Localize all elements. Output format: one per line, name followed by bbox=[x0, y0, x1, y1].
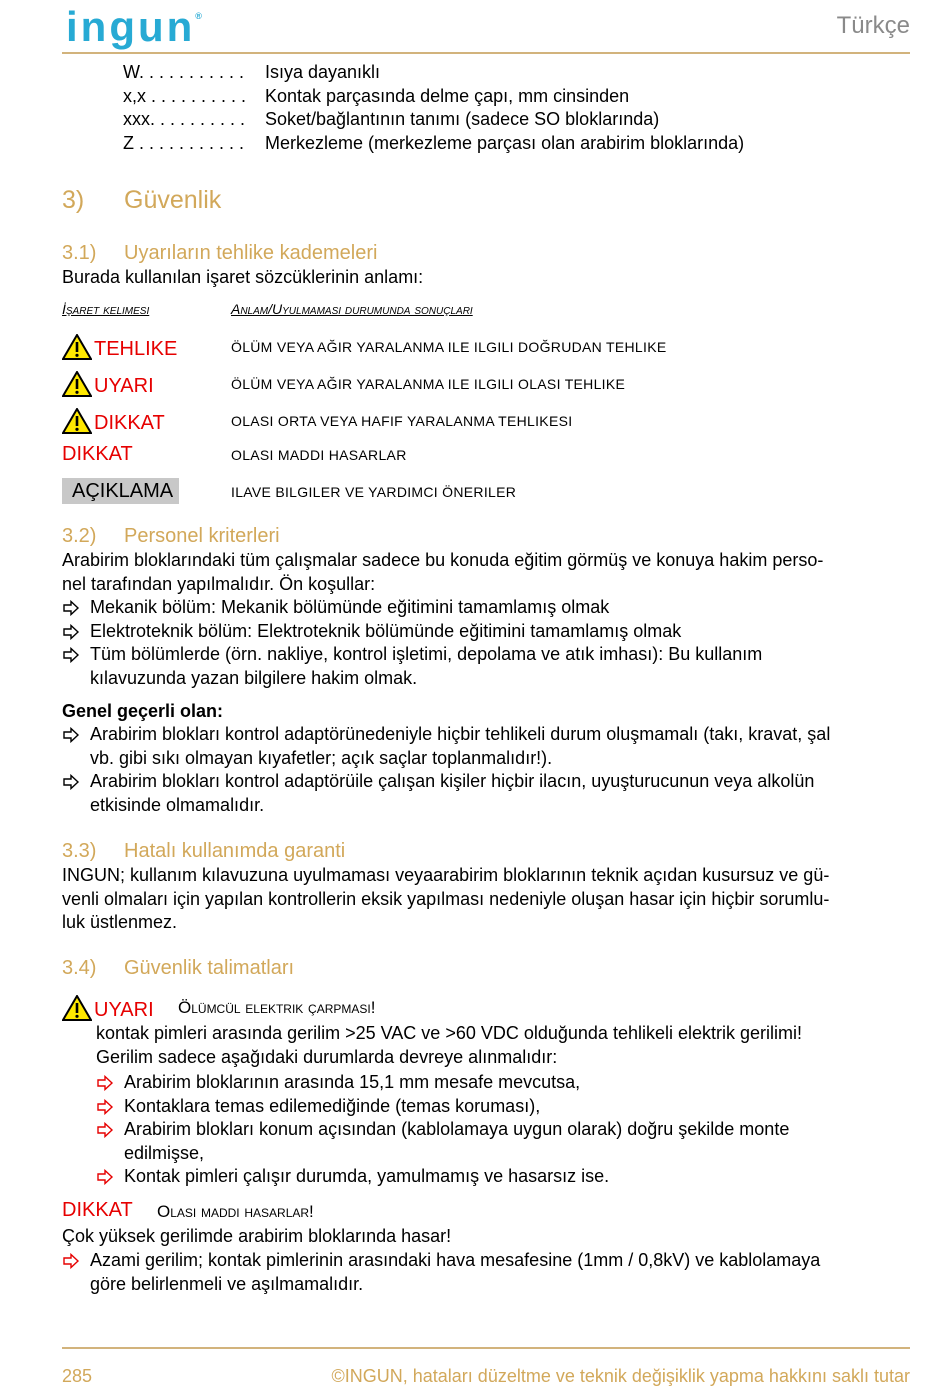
caution-text: Çok yüksek gerilimde arabirim bloklarında hasar! bbox=[62, 1226, 452, 1246]
signal-word-notice: DIKKAT bbox=[62, 443, 133, 465]
warning-triangle-icon bbox=[62, 371, 92, 397]
arrow-right-icon bbox=[96, 1075, 114, 1091]
language-label: Türkçe bbox=[836, 12, 910, 39]
list-item: Arabirim bloklarının arasında 15,1 mm mesafe mevcutsa, bbox=[96, 1071, 896, 1095]
warning-triangle-icon bbox=[62, 995, 92, 1021]
paragraph: Arabirim bloklarındaki tüm çalışmalar sadece bu konuda eğitim görmüş ve konuya hakim perso- nel tarafından yapılmalıdır. Ön koşullar: bbox=[62, 550, 824, 594]
code-legend bbox=[123, 61, 744, 155]
subsection-heading: 3.2) Personel kriterleri bbox=[62, 525, 280, 547]
code-row: x,x . . . . . . . . . . Kontak parçasında delme çapı, mm cinsinden bbox=[123, 85, 630, 106]
meaning-text: OLASI MADDI HASARLAR bbox=[231, 447, 407, 463]
code-row: Z . . . . . . . . . . . Merkezleme (merkezleme parçası olan arabirim bloklarında) bbox=[123, 132, 745, 153]
footer-rule bbox=[62, 1347, 910, 1349]
column-header-signal-word: İşaret kelimesi bbox=[62, 301, 150, 317]
arrow-right-icon bbox=[96, 1099, 114, 1115]
paragraph: INGUN; kullanım kılavuzuna uyulmaması veyaarabirim bloklarının teknik açıdan kusursuz ve gü- venli olmaları için yapılan kontrollerin eksik yapılması nedeniyle oluşan hasar için hiçbir sorumlu- luk üstlenmez. bbox=[62, 865, 830, 932]
list-item: Tüm bölümlerde (örn. nakliye, kontrol işletimi, depolama ve atık imhası): Bu kullanım kılavuzunda yazan bilgilere hakim olmak. bbox=[62, 643, 902, 690]
signal-word-note: AÇIKLAMA bbox=[62, 478, 179, 504]
subsection-heading: 3.4) Güvenlik talimatları bbox=[62, 957, 295, 979]
arrow-right-icon bbox=[62, 727, 80, 743]
arrow-right-icon bbox=[62, 647, 80, 663]
warning-block-header: UYARI bbox=[62, 995, 154, 1022]
arrow-right-icon bbox=[62, 1253, 80, 1269]
warning-triangle-icon bbox=[62, 408, 92, 434]
section-heading: 3) Güvenlik bbox=[62, 186, 222, 214]
meaning-text: OLASI ORTA VEYA HAFIF YARALANMA TEHLIKESI bbox=[231, 413, 573, 429]
arrow-right-icon bbox=[62, 774, 80, 790]
caution-title: Olası maddi hasarlar! bbox=[157, 1202, 314, 1221]
subsection-heading: 3.1) Uyarıların tehlike kademeleri bbox=[62, 242, 378, 264]
header-rule bbox=[62, 52, 910, 54]
signal-word-warning: UYARI bbox=[62, 371, 154, 398]
signal-word-caution: DIKKAT bbox=[62, 408, 165, 435]
list-item: Elektroteknik bölüm: Elektroteknik bölümünde eğitimini tamamlamış olmak bbox=[62, 620, 902, 644]
caution-word: DIKKAT bbox=[62, 1199, 133, 1221]
column-header-meaning: Anlam/Uyulmaması durumunda sonuçları bbox=[231, 301, 473, 317]
warning-text: kontak pimleri arasında gerilim >25 VAC ve >60 VDC olduğunda tehlikeli elektrik gerilimi! Gerilim sadece aşağıdaki durumlarda devreye alınmalıdır: bbox=[96, 1023, 802, 1067]
warning-triangle-icon bbox=[62, 334, 92, 360]
list-item: Arabirim blokları kontrol adaptörüile çalışan kişiler hiçbir ilacın, uyuşturucunun veya alkolün etkisinde olmamalıdır. bbox=[62, 770, 902, 817]
list-item: Kontaklara temas edilemediğinde (temas koruması), bbox=[96, 1095, 896, 1119]
meaning-text: ÖLÜM VEYA AĞIR YARALANMA ILE ILGILI DOĞRUDAN TEHLIKE bbox=[231, 339, 667, 355]
list-item: Arabirim blokları konum açısından (kablolamaya uygun olarak) doğru şekilde monte edilmişse, bbox=[96, 1118, 896, 1165]
code-row: W. . . . . . . . . . . Isıya dayanıklı bbox=[123, 62, 381, 82]
general-heading: Genel geçerli olan: bbox=[62, 701, 224, 721]
list-item: Mekanik bölüm: Mekanik bölümünde eğitimini tamamlamış olmak bbox=[62, 596, 902, 620]
meaning-text: ILAVE BILGILER VE YARDIMCI ÖNERILER bbox=[231, 484, 517, 500]
copyright-notice: ©INGUN, hataları düzeltme ve teknik değişiklik yapma hakkını saklı tutar bbox=[331, 1366, 910, 1386]
arrow-right-icon bbox=[62, 624, 80, 640]
list-item: Azami gerilim; kontak pimlerinin arasındaki hava mesafesine (1mm / 0,8kV) ve kablolamaya göre belirlenmeli ve aşılmamalıdır. bbox=[62, 1249, 902, 1296]
ingun-logo: ingun® bbox=[66, 3, 202, 50]
page-number: 285 bbox=[62, 1366, 93, 1386]
warning-title: Ölümcül elektrik çarpması! bbox=[178, 998, 376, 1017]
list-item: Kontak pimleri çalışır durumda, yamulmamış ve hasarsız ise. bbox=[96, 1165, 896, 1189]
meaning-text: ÖLÜM VEYA AĞIR YARALANMA ILE ILGILI OLASI TEHLIKE bbox=[231, 376, 626, 392]
arrow-right-icon bbox=[62, 600, 80, 616]
intro-text: Burada kullanılan işaret sözcüklerinin anlamı: bbox=[62, 267, 424, 287]
arrow-right-icon bbox=[96, 1122, 114, 1138]
signal-word-danger: TEHLIKE bbox=[62, 334, 177, 361]
subsection-heading: 3.3) Hatalı kullanımda garanti bbox=[62, 840, 346, 862]
list-item: Arabirim blokları kontrol adaptörünedeniyle hiçbir tehlikeli durum oluşmamalı (takı, kravat, şal vb. gibi sıkı olmayan kıyafetler; açık saçlar toplanmalıdır!). bbox=[62, 723, 902, 770]
code-row: xxx. . . . . . . . . . Soket/bağlantının tanımı (sadece SO bloklarında) bbox=[123, 109, 660, 129]
arrow-right-icon bbox=[96, 1169, 114, 1185]
